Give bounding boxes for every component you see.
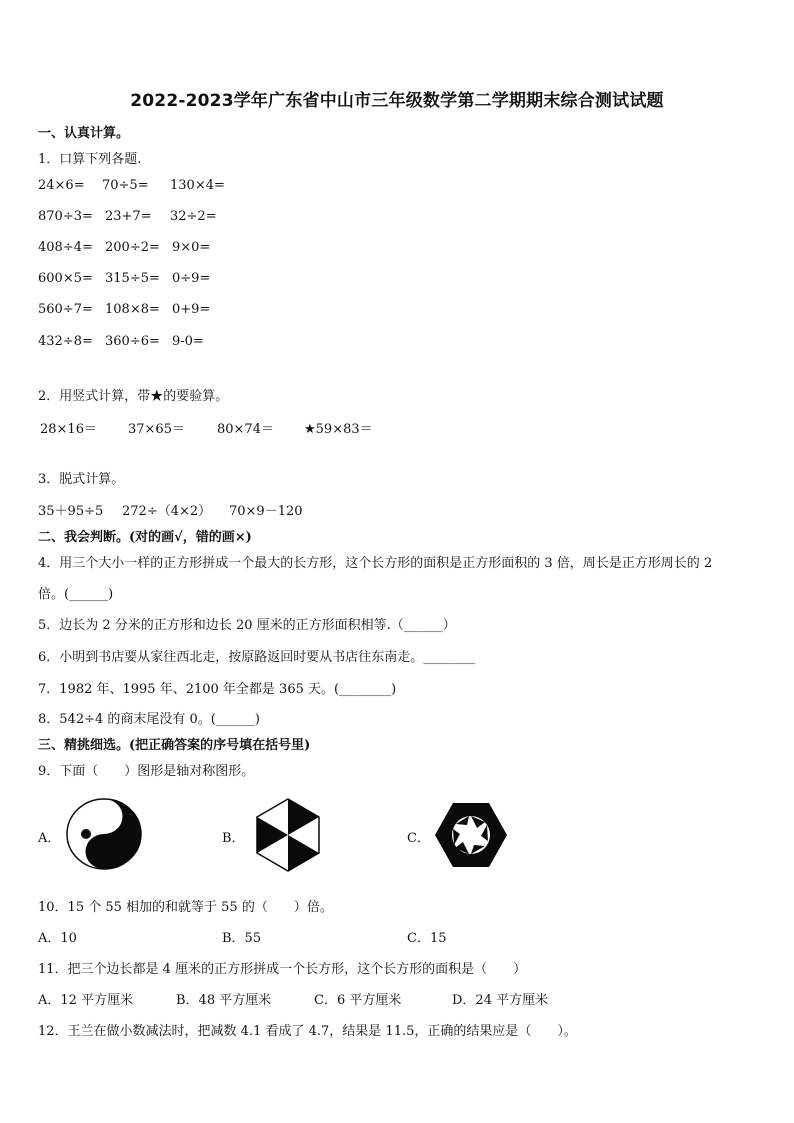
- q11-option-d: D．24 平方厘米: [452, 993, 549, 1008]
- choice-b-label: B．: [222, 831, 245, 846]
- vertical-calc-item: 37×65＝: [128, 422, 185, 437]
- step-calc-item: 35＋95÷5: [38, 504, 104, 519]
- question-7: 7．1982 年、1995 年、2100 年全都是 365 天。(________): [38, 682, 397, 697]
- section-heading-1: 一、认真计算。: [38, 126, 130, 141]
- question-2-prompt: 2．用竖式计算，带★的要验算。: [38, 389, 229, 404]
- calc-item: 315÷5=: [105, 271, 160, 286]
- calc-item: 130×4=: [170, 178, 225, 193]
- question-8: 8．542÷4 的商末尾没有 0。(______): [38, 712, 260, 727]
- calc-item: 108×8=: [105, 302, 160, 317]
- question-3-prompt: 3．脱式计算。: [38, 472, 125, 487]
- calc-item: 9×0=: [172, 240, 211, 255]
- calc-item: 23+7=: [105, 209, 152, 224]
- q11-option-a: A．12 平方厘米: [38, 993, 134, 1008]
- vertical-calc-item: 80×74＝: [217, 422, 274, 437]
- q10-option-b: B．55: [222, 931, 262, 946]
- question-4-line-1: 4．用三个大小一样的正方形拼成一个最大的长方形，这个长方形的面积是正方形面积的 3 倍，周长是正方形周长的 2: [38, 556, 713, 571]
- section-heading-2: 二、我会判断。(对的画√，错的画×): [38, 530, 252, 545]
- q10-option-c: C．15: [407, 931, 447, 946]
- question-6: 6．小明到书店要从家往西北走，按原路返回时要从书店往东南走。________: [38, 650, 476, 665]
- page-title: 2022-2023学年广东省中山市三年级数学第二学期期末综合测试试题: [130, 91, 664, 111]
- hexagon-icon: [250, 797, 326, 873]
- calc-item: 70÷5=: [102, 178, 149, 193]
- calc-item: 560÷7=: [38, 302, 93, 317]
- step-calc-item: 272÷（4×2）: [122, 504, 212, 519]
- calc-item: 0+9=: [172, 302, 211, 317]
- choice-a-label: A．: [38, 831, 61, 846]
- calc-item: 200÷2=: [105, 240, 160, 255]
- calc-item: 24×6=: [38, 178, 85, 193]
- vertical-calc-item-starred: ★59×83＝: [304, 422, 373, 437]
- yin-yang-icon: [64, 797, 144, 871]
- calc-item: 408÷4=: [38, 240, 93, 255]
- question-12: 12．王兰在做小数减法时，把减数 4.1 看成了 4.7，结果是 11.5，正确的结果应是（ ）。: [38, 1024, 577, 1039]
- calc-item: 32÷2=: [170, 209, 217, 224]
- section-heading-3: 三、精挑细选。(把正确答案的序号填在括号里): [38, 738, 311, 753]
- vertical-calc-item: 28×16＝: [40, 422, 97, 437]
- q11-option-b: B．48 平方厘米: [176, 993, 272, 1008]
- calc-item: 432÷8=: [38, 334, 93, 349]
- question-9-prompt: 9．下面（ ）图形是轴对称图形。: [38, 764, 255, 779]
- question-1-prompt: 1．口算下列各题.: [38, 152, 142, 167]
- choice-c-label: C．: [407, 831, 430, 846]
- calc-item: 360÷6=: [105, 334, 160, 349]
- step-calc-item: 70×9－120: [229, 504, 303, 519]
- question-5: 5．边长为 2 分米的正方形和边长 20 厘米的正方形面积相等.（______）: [38, 618, 456, 633]
- question-10-prompt: 10．15 个 55 相加的和就等于 55 的（ ）倍。: [38, 900, 333, 915]
- question-11-prompt: 11．把三个边长都是 4 厘米的正方形拼成一个长方形，这个长方形的面积是（ ）: [38, 962, 527, 977]
- q11-option-c: C．6 平方厘米: [314, 993, 402, 1008]
- calc-item: 9-0=: [172, 334, 204, 349]
- q10-option-a: A．10: [38, 931, 77, 946]
- calc-item: 0÷9=: [172, 271, 211, 286]
- aperture-icon: [433, 801, 509, 869]
- calc-item: 600×5=: [38, 271, 93, 286]
- question-4-line-2: 倍。(______): [38, 587, 114, 602]
- calc-item: 870÷3=: [38, 209, 93, 224]
